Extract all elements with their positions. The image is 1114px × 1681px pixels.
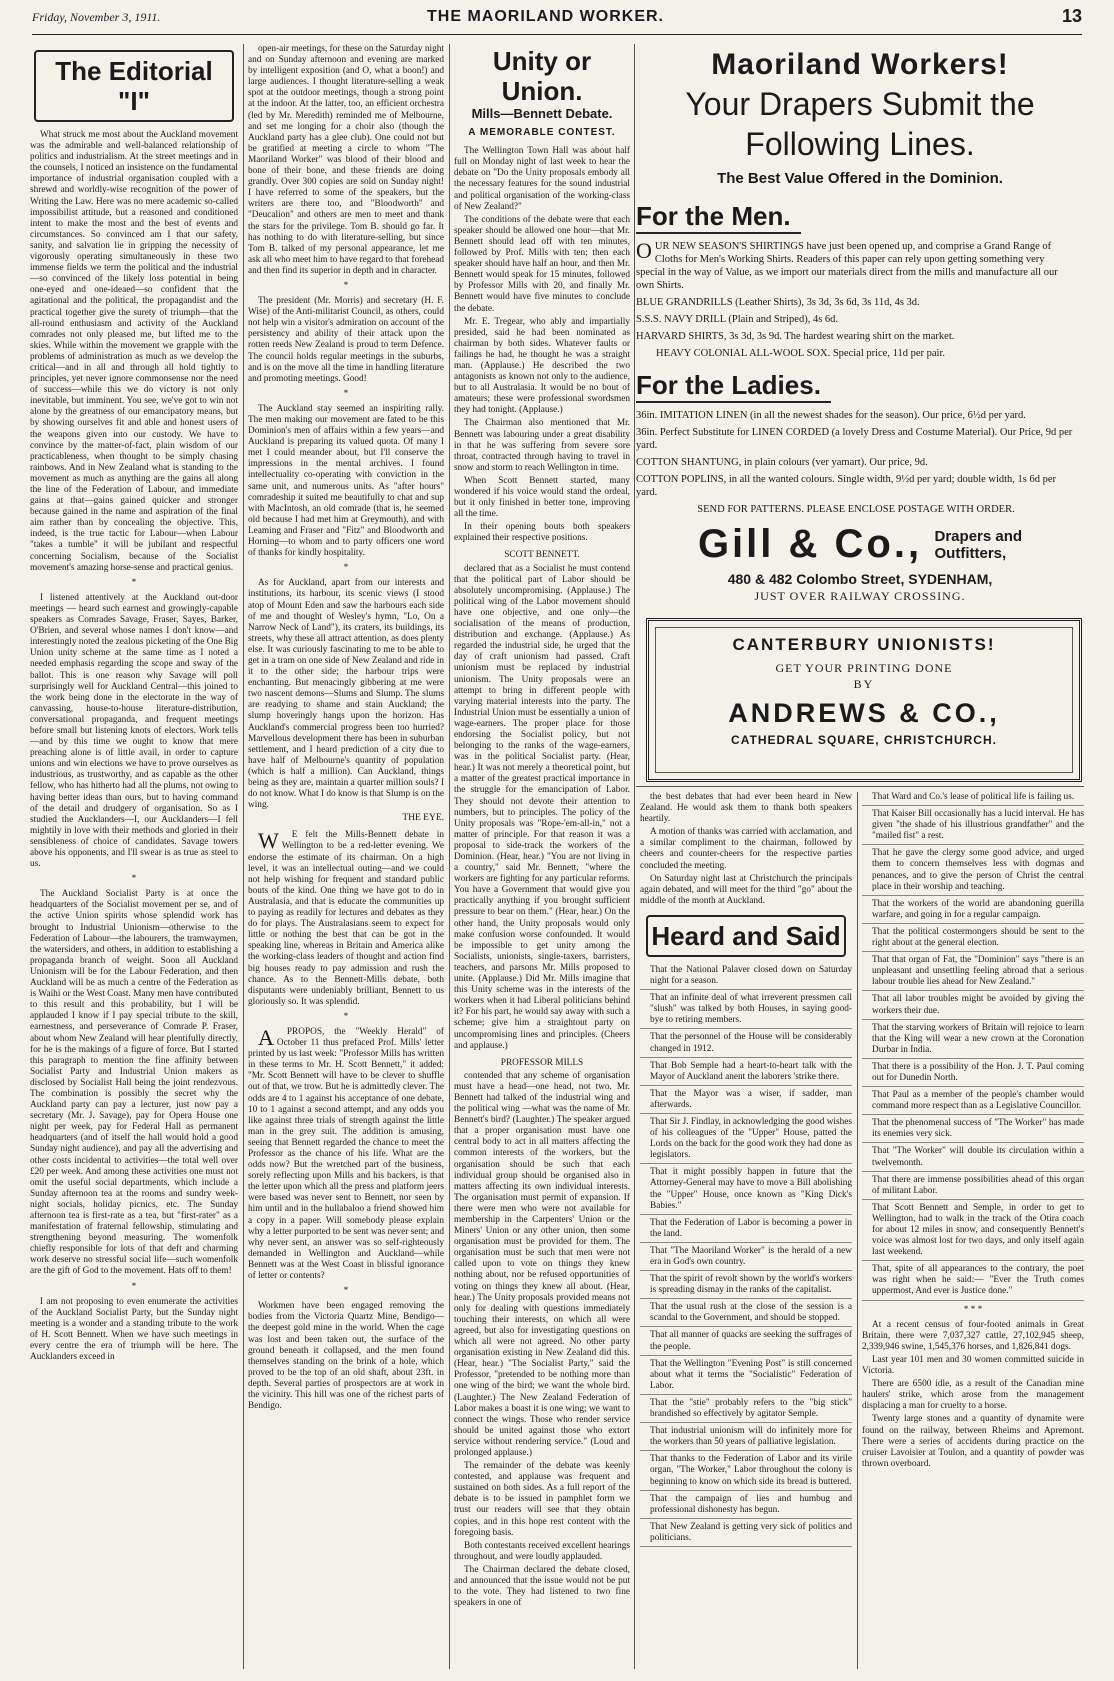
unity-column <box>454 44 630 1669</box>
editorial-paragraph: What struck me most about the Auckland movement was the admirable and well-balanced relationship of politics and industrialism. At the street meetings and in the counsels, I noticed an insistence on the fundamental importance of industrial organisation coupled with a shrewd and worldly-wise recognition of the power of Writing the Law. Here was no mere academic so-called impossibilist attitude, but a reasoned and conditioned intent to make the most and the best of events and circumstances. So convinced am I that our safety, sanity, and salvation lie in gripping the necessity of vigorously operating simultaneously in these two immense fields we term the political and the industrial—so convinced of the likely loss potential in being one-eyed and one-ideaed—so confident that the agitational and the political, the propagandist and the practical together give the surety of triumph—that the all-round enthusiasm and activity of the Auckland comrades not only pleased me, but lifted me to the skies. While within the movement we grapple with the problems of administration as much as we develop the critical—and in all and through all hold tightly to principles, yet never ignore commonsense nor the need of success—while this we do victory is not only inevitable, but imminent. You see, we've got to win not alone by the greatness of our emancipatory means, but by showing ourselves fit and able and honest users of the weapons given into our custody. We have to convince by the matter-of-fact, plain wisdom of our practicableness, when thought to be simply chasing rainbows. And in New Zealand what is standing to the movement as much as anything are the gains all along the line of the Federation of Labour, and immediate gains at that—gains gained quicker and stronger because gained in the name and aspiration of the final aim rather than by concealing the objective. This, indeed, is the true tactic for Labour—when Labour "takes a tumble" it will be jubilant and respectful concerning Socialism, because of the Socialist movement's amazing horse-sense and practical genius. <box>30 130 238 573</box>
ad-heading-line: Your Drapers Submit the <box>685 86 1035 122</box>
section-rule <box>636 786 1084 787</box>
unity-paragraph: Mr. E. Tregear, who ably and impartially presided, said he had been nominated as chairman by both sides. Whatever faults or failings he had, he thought he was a straight man. (Applause.) He described the two antagonists as known not only to the audience, but to all Australasia. It would be no bout of amateurs; these were professional swordsmen they had tonight. (Applause.) <box>454 316 630 416</box>
issue-date: Friday, November 3, 1911. <box>32 10 161 24</box>
dropcap: A <box>258 1024 274 1050</box>
debate-note: W E felt the Mills-Bennett debate in Wellington to be a red-letter evening. We endorse the estimate of its chairman. On a high level, it was an intellectual outing—and we could not help wishing for frequent and standard public bouts of the kind. One thing we have got to do in Australasia, and that is educate the communities up to paying as readily for lectures and debates as they do for plays. The Australasians seem to expect for little or nothing the best that can be got in the speaking line, whereas in Britain and America alike the working-class leaders of thought and action find big houses ready to pay admission and rush the chance. As to the Bennett-Mills debate, both disputants were undeniably brilliant, Bennett to us gloriously so. It was splendid. <box>248 828 444 1007</box>
dropcap: W <box>258 828 279 854</box>
ad-ladies-heading: For the Ladies. <box>636 370 831 403</box>
separator-star: * <box>131 874 137 885</box>
editorial-paragraph: The Auckland Socialist Party is at once the headquarters of the Socialist movement per se, and of the active Union spirits whose splendid work has brought to Industrial Unionism—otherwise to the Federation of Labour—the labourers, the tramwaymen, the watersiders, and others, in addition to establishing a propaganda branch of weight. Soon all Auckland Unionism will be for the Labour Federation, and then Auckland will be as much a centre of the Federation as is Waihi or the West Coast. Many men have contributed to this result and this probability, but I will be applauded I know if I pay special tribute to the skill, earnestness, and perseverance of Comrade P. Fraser, about whom New Zealand will hear plentifully directly, for he is the makings of a figure of force. But I started this paragraph to mention the fine affinity between Socialist Party and Industrial Union makers as disclosed by Socialist Hall being the joint rendezvous. The combination is possibly the secret why the Auckland party can pay a lecturer, just now pay a secretary (Mr. J. Savage), pay for Opera House one night per week, pay for Federal Hall as permanent headquarters (and of itself the hall would hold a good Sunday night audience), and pay all the advertising and other costs incidental to activities—the total well over £20 per week. And among these activities one must not omit the useful social departments, which include a Sunday afternoon tea at the rooms and sundry week-night socials, holiday picnics, etc. The Sunday afternoon tea is first-rate as a tea, but "first-rater" as a manifestation of fraternal fellowship, stimulating and strengthening beyond measuring. The womenfolk chiefly responsible for lots of that deft and charming work deserve no stressful social life—such womenfolk are the gift of God to the movement. Hats off to them! <box>30 889 238 1277</box>
eye-paragraph: The Auckland stay seemed an inspiriting rally. The men making our movement are fated to be this Dominion's men of affairs within a few years—and Auckland is preparing its valued quota. Of many I met I could meander about, but I'll conserve the impressions in the mental archives. I found intellectuality co-operating with conviction in the same unit, and numerous units. As "after hours" comradeship it suited me beautifully to chat and sup with MacIntosh, an old comrade (that is, he seemed old because I had met him at Greymouth), and with Leaming and Fraser and "Fitz" and Bloodworth and Horning—to whom and to party officers one word of thanks for kindly hospitality. <box>248 403 444 559</box>
ad-company-name: Gill & Co., <box>697 522 923 566</box>
ad-item: 36in. Perfect Substitute for LINEN CORDED (a lovely Dress and Costume Material). Our Price, 9d per yard. <box>636 427 1073 451</box>
heard-item: That Kaiser Bill occasionally has a lucid interval. He has given "the shade of his illustrious grandfather" and the "mailed fist" a rest. <box>862 809 1084 845</box>
heard-item: That Bob Semple had a heart-to-heart talk with the Mayor of Auckland anent the laborers 'strike there. <box>640 1061 852 1086</box>
ad2-line: BY <box>853 677 875 691</box>
separator-star: * <box>343 563 349 574</box>
heard-heading: Heard and Said <box>646 915 846 957</box>
column-rule <box>857 792 858 1669</box>
separator-star: * <box>131 577 137 588</box>
eye-column <box>248 44 444 1669</box>
heard-item: That thanks to the Federation of Labor and its virile organ, "The Worker," Labor throughout the colony is beginning to know on which side its bread is buttered. <box>640 1454 852 1490</box>
unity-cont: A motion of thanks was carried with acclamation, and a similar compliment to the chairman, followed by cheers and counter-cheers for the respective parties concluded the meeting. <box>640 827 852 871</box>
news-item: At a recent census of four-footed animals in Great Britain, there were 7,037,327 cattle, 27,102,945 sheep, 2,339,946 swine, 1,545,376 horses, and 1,826,841 dogs. <box>862 1319 1084 1352</box>
eye-paragraph: As for Auckland, apart from our interests and institutions, its harbour, its scenic views (I stood atop of Mount Eden and saw the harbours each side of me and thought of Wesley's hymn, "Lo, On a Narrow Neck of Land"), its craters, its buildings, its streets, why these all attract attention, as does plenty else. It was curiously fascinating to me to be able to get in a tram on one side of New Zealand and ride in it to the other side; the harbour trips were enchanting. But menacingly gibbering at me were two nascent demons—Slums and Slump. The slums are readying to shame and stain Auckland; the slump hoveringly hangs upon the horizon. Has Auckland's commercial progress been too hurried? Marvellous development there has been in suburban settlement, and I heard prediction of a city due to have half of Melbourne's quantity of population (which is half a million). Can Auckland, things being as they are, maintain a quarter million souls? I do not know. What I do know is that Slump is on the wing. <box>248 578 444 811</box>
unity-paragraph: When Scott Bennett started, many wondered if his voice would stand the ordeal, but it only finished in better tone, improving all the time. <box>454 475 630 520</box>
separator-star: * <box>131 1281 137 1292</box>
heard-item: That he gave the clergy some good advice, and urged them to concern themselves less with dogmas and penances, and to give the person of Christ the central place in their worship and teaching. <box>862 848 1084 895</box>
heard-item: That New Zealand is getting very sick of politics and politicians. <box>640 1522 852 1547</box>
news-item: There are 6500 idle, as a result of the Canadian mine haulers' strike, which arose from the management displacing a man for cruelty to a horse. <box>862 1379 1084 1412</box>
ad-item: S.S.S. NAVY DRILL (Plain and Striped), 4s 6d. <box>636 314 839 325</box>
separator-star: * * * <box>963 1304 983 1315</box>
heard-item: That the personnel of the House will be considerably changed in 1912. <box>640 1032 852 1057</box>
column-rule <box>449 44 450 1669</box>
heard-item: That the Mayor was a wiser, if sadder, man afterwards. <box>640 1089 852 1114</box>
ad2-company: ANDREWS & CO., <box>728 698 1000 728</box>
ad-crossing: JUST OVER RAILWAY CROSSING. <box>754 589 966 603</box>
header-rule <box>32 34 1082 35</box>
ad-item: 36in. IMITATION LINEN (in all the newest shades for the season). Our price, 6½d per yard. <box>636 410 1026 421</box>
speaker-heading: SCOTT BENNETT. <box>504 550 580 561</box>
heard-column-2 <box>862 792 1084 1669</box>
unity-paragraph: The remainder of the debate was keenly contested, and applause was frequent and sustained on both sides. As a full report of the debate is to be issued in pamphlet form we trust our readers will see that they obtain copies, and in this hope rest content with the foregoing basis. <box>454 1461 630 1538</box>
gill-advert <box>636 44 1084 614</box>
heard-item: That the starving workers of Britain will rejoice to learn that the King will wear a new crown at the Coronation Durbar in India. <box>862 1023 1084 1059</box>
heard-item: That, spite of all appearances to the contrary, the poet was right when he said:— "Ever the Truth comes uppermost, And ever is Justice done." <box>862 1264 1084 1300</box>
heard-item: That an infinite deal of what irreverent pressmen call "slush" was talked by both Houses, in saying good-bye to retiring members. <box>640 993 852 1029</box>
heard-item: That all labor troubles might be avoided by giving the workers their due. <box>862 994 1084 1019</box>
ad-address: 480 & 482 Colombo Street, SYDENHAM, <box>727 571 993 587</box>
ad-item: HARVARD SHIRTS, 3s 3d, 3s 9d. The hardest wearing shirt on the market. <box>636 331 955 342</box>
ad-tagline: The Best Value Offered in the Dominion. <box>717 170 1003 187</box>
heard-item: That "The Maoriland Worker" is the herald of a new era in God's own country. <box>640 1246 852 1271</box>
heard-item: That the National Palaver closed down on Saturday night for a season. <box>640 965 852 990</box>
separator-star: * <box>343 388 349 399</box>
ad-item: HEAVY COLONIAL ALL-WOOL SOX. Special price, 11d per pair. <box>656 348 945 359</box>
unity-paragraph: contended that any scheme of organisation must have a head—one head, not two. Mr. Bennett had talked of the industrial wing and the political wing —what was the name of Mr. Bennett's bird? (Laughter.) The speaker argued that a proper organisation must have one central body to act in all matters affecting the common interests of the workers, but the organisation should be such that each individual group should be organised also in matters affecting its own individual interests. The organisation must permit of expansion. If there were men who were not available for membership in the Carpenters' Union or the Miners' Union or any other union, then some organisation must be provided for them. The organisation must be such that men were not called upon to vote on things they knew nothing about, nor be refused opportunities of voting on things they knew all about. (Hear, hear.) The Unity proposals provided means not only for dealing with questions immediately touching their interests, on which all were agreed, but also for investigating questions on which all were not agreed. No other party organisation existing in New Zealand did this. (Hear, hear.) "The Socialist Party," said the Professor, "pretended to be nothing more than one wing of the bird; we want the whole bird. (Laughter.) The New Zealand Federation of Labor makes a boast it is one wing; we want to connect the wings. Those who render service should be united against those who extort service without rendering service." (Loud and prolonged applause.) <box>454 1070 630 1458</box>
heard-item: That the political costermongers should be sent to the right about at the general election. <box>862 927 1084 952</box>
news-item: Last year 101 men and 30 women committed suicide in Victoria. <box>862 1354 1084 1377</box>
ad-item: COTTON POPLINS, in all the wanted colours. Single width, 9½d per yard; double width, 1s 6d per yard. <box>636 474 1057 498</box>
unity-subtitle: Mills—Bennett Debate. <box>471 106 613 121</box>
heard-item: That that organ of Fat, the "Dominion" says "there is an unpleasant and unsettling feeling abroad that a serious labour trouble lies ahead for New Zealand." <box>862 955 1084 991</box>
mine-note: Workmen have been engaged removing the bodies from the Victoria Quartz Mine, Bendigo—the deepest gold mine in the world. When the cage was lost and been taken out, the surface of the ground beneath it collapsed, and the men found themselves standing on the brink of a hole, which proved to be the top of an old shaft, about 23ft. in depth. Several parties of prospectors are at work in the vicinity. This hill was one of the richest parts of Bendigo. <box>248 1301 444 1412</box>
masthead-title: THE MAORILAND WORKER. <box>427 8 664 25</box>
heard-item: That Sir J. Findlay, in acknowledging the good wishes of his colleagues of the "Upper" House, patted the Lords on the back for the good work they had done as legislators. <box>640 1117 852 1164</box>
ad-maoriland-heading: Maoriland Workers! <box>711 48 1009 81</box>
ad-item: OUR NEW SEASON'S SHIRTINGS have just been opened up, and comprise a Grand Range of Cloths for Men's Working Shirts. Readers of this paper can rely upon getting something very special in the way of Value, as we import our materials direct from the mills and manufacture all our own Shirts. <box>636 238 1058 291</box>
unity-paragraph: The conditions of the debate were that each speaker should be allowed one hour—that Mr. Bennett should lead off with ten minutes, followed by Prof. Mills with ten; then each speaker should have half an hour, and then Mr. Bennett would speak for 15 minutes, followed by Professor Mills with 20, and finally Mr. Bennett would have five minutes to conclude the debate. <box>454 214 630 314</box>
speaker-heading: PROFESSOR MILLS <box>500 1057 584 1068</box>
eye-paragraph: The president (Mr. Morris) and secretary (H. F. Wise) of the Anti-militarist Council, as others, could not help win a visitor's admiration on account of the persistency and ability of their attack upon the rotten reeds New Zealand is proud to term Defence. The council holds regular meetings in the suburbs, and is on the move all the time in handling literature and promoting meetings. Good! <box>248 296 444 384</box>
heard-column <box>640 792 852 1669</box>
unity-paragraph: Both contestants received excellent hearings throughout, and were loudly applauded. <box>454 1540 630 1562</box>
heard-item: That the phenomenal success of "The Worker" has made its enemies very sick. <box>862 1118 1084 1143</box>
heard-item: That the workers of the world are abandoning guerilla warfare, and going in for a regular campaign. <box>862 899 1084 924</box>
heard-item: That "The Worker" will double its circulation within a twelvemonth. <box>862 1146 1084 1171</box>
column-rule <box>243 44 244 1669</box>
ad-item: COTTON SHANTUNG, in plain colours (ver yamart). Our price, 9d. <box>636 457 928 468</box>
editorial-column <box>30 44 238 1669</box>
ad2-heading: CANTERBURY UNIONISTS! <box>732 635 996 654</box>
page-number: 13 <box>1061 6 1082 26</box>
ad-inner-border <box>655 627 1073 773</box>
unity-kicker: A MEMORABLE CONTEST. <box>468 127 616 139</box>
ad-patterns: SEND FOR PATTERNS. PLEASE ENCLOSE POSTAGE WITH ORDER. <box>697 504 1015 515</box>
column-rule <box>634 44 635 1669</box>
eye-paragraph: open-air meetings, for these on the Saturday night and on Sunday afternoon and evening are marked by intelligent exposition (and O, what a boon!) and large audiences. I thought literature-selling a weak spot at the outdoor meetings, though a strong point at the indoor. At the latter, too, an efficient orchestra (led by Mr. Meredith) reminded me of Melbourne, and set me longing for a choir also (though the Auckland party has a glee club). One could not but be gratified at meeting a circle to whom "The Maoriland Worker" was blood of their blood and bone of their bone, and these friends are doing grandly. Over 300 copies are sold on Sunday night! I have referred to some of the speakers, but the writers are there too, and "Bloodworth" and "Deucalion" and others are men to meet and thank the stars for the privilege. Tom B. should go far. It has nothing to do with literature-selling, but since Tom B. talked of my personal appearance, let me ask all who meet him to have regard to that forehead and then find its superior in depth and in character. <box>248 44 444 276</box>
editorial-heading: The Editorial "I" <box>34 50 234 122</box>
heard-item: That the "stie" probably refers to the "big stick" brandished so effectively by agitator Semple. <box>640 1398 852 1423</box>
heard-item: That Ward and Co.'s lease of political life is failing us. <box>862 792 1084 806</box>
ad-company-side: Drapers and Outfitters, <box>934 527 1023 562</box>
ad2-address: CATHEDRAL SQUARE, CHRISTCHURCH. <box>731 733 997 747</box>
heard-item: That the Federation of Labor is becoming a power in the land. <box>640 1218 852 1243</box>
heard-item: That Paul as a member of the people's chamber would command more respect than as a Legislative Councillor. <box>862 1090 1084 1115</box>
ad-item: BLUE GRANDRILLS (Leather Shirts), 3s 3d, 3s 6d, 3s 11d, 4s 3d. <box>636 297 920 308</box>
editorial-paragraph: I listened attentively at the Auckland out-door meetings — heard such earnest and growingly-capable speakers as Comrades Savage, Fraser, Sayes, Barker, O'Brien, and several whose names I don't know—and interestingly noted the zealous picketing of the One Big Union unity scheme at the same time as I noted a needed emphasis regarding the scope and sway of the ballot. This is one reason why Savage will poll surprisingly well for Auckland Central—this joined to the work being done in the electorate in the way of canvassing, house-to-house literature-distribution, conversational propaganda, and frequent meetings before small but listening knots of electors. Work tells—and by this time we ought to know that mere preaching alone is of little avail, in order to capture unions and win elections we have to prove ourselves as industrious, as trustworthy, and as capable as the other fellow, who has hitherto had all the plums, not owing to having better ideas than ours, but to having command of the detail and drudgery of organisation. So as I studied the Aucklanders—I, our Aucklanders—I fell mightily in love with their methods and gloried in their sensibleness of choice of candidates. Savage towers above his opponents, and I'll swear is as true as steel to us. <box>30 592 238 870</box>
unity-cont: On Saturday night last at Christchurch the principals again debated, and will meet for the third "go" about the middle of the month at Auckland. <box>640 873 852 906</box>
propos-note: A PROPOS, the "Weekly Herald" of October 11 thus prefaced Prof. Mills' letter printed by us last week: "Professor Mills has written in these terms to Mr. H. Scott Bennett," it added: "Mr. Scott Bennett will have to be clever to shuffle out of that, we trow. But he is admittedly clever. The odds are 4 to 1 against his acceptance of one debate, 10 to 1 against a second attempt, and any odds you like against three trials of strength against the little man in the grey suit. The addition is amusing, seeing that Bennett regarded the chance to meet the Professor as the chance of his life. What are the odds now? But the wretched part of the business, sorely reflecting upon Mills and his backers, is that the letter upon which all the press and platform jeers were based was never sent to Bennett, nor seen by him until and in the hullabaloo a friend showed him a copy in a paper. Will somebody please explain why a letter purported to be sent was never sent; and why never sent, an answer was so self-righteously demanded in Wellington and Auckland—while Bennett was at the West Coast in blissful ignorance of letter or contents? <box>248 1024 444 1282</box>
heard-item: That there is a possibility of the Hon. J. T. Paul coming out for Dunedin North. <box>862 1062 1084 1087</box>
editorial-paragraph: I am not proposing to even enumerate the activities of the Auckland Socialist Party, but the Sunday night meeting is a wonder and a standing tribute to the work of H. Scott Bennett. When we have such meetings in every centre the era of triumph will be here. The Aucklanders exceed in <box>30 1296 238 1363</box>
heard-item: That the spirit of revolt shown by the world's workers is spreading dismay in the ranks of the capitalist. <box>640 1274 852 1299</box>
ad2-line: GET YOUR PRINTING DONE <box>775 661 953 675</box>
heard-item: That there are immense possibilities ahead of this organ of militant Labor. <box>862 1175 1084 1200</box>
news-item: Twenty large stones and a quantity of dynamite were found on the railway, between Rheims and Apremont. There were a series of accidents during practice on the cruiser Lavoisier at Toulon, and a quantity of powder was thrown overboard. <box>862 1414 1084 1469</box>
unity-cont: the best debates that had ever been heard in New Zealand. He would ask them to thank both speakers heartily. <box>640 792 852 825</box>
unity-paragraph: In their opening bouts both speakers explained their respective positions. <box>454 522 630 544</box>
ad-heading-line: Following Lines. <box>745 126 975 162</box>
separator-star: * <box>343 1286 349 1297</box>
unity-paragraph: The Chairman also mentioned that Mr. Bennett was labouring under a great disability in that he was suffering from severe sore throat, contracted through having to travel in snow and storm to reach Wellington in time. <box>454 418 630 473</box>
andrews-advert <box>646 618 1082 782</box>
unity-paragraph: The Wellington Town Hall was about half full on Monday night of last week to hear the debate on "Do the Unity proposals embody all the necessary features for the sound industrial and political organisation of the working-class of New Zealand?" <box>454 146 630 212</box>
heard-item: That the campaign of lies and humbug and professional dishonesty has begun. <box>640 1494 852 1519</box>
heard-item: That the usual rush at the close of the session is a scandal to the Government, and should be stopped. <box>640 1302 852 1327</box>
unity-paragraph: The Chairman declared the debate closed, and announced that the issue would not be put to the vote. They had listened to two fine speakers in one of <box>454 1564 630 1609</box>
heard-item: That industrial unionism will do infinitely more for the workers than 50 years of palliative legislation. <box>640 1426 852 1451</box>
eye-signature: THE EYE. <box>402 813 444 824</box>
heard-item: That all manner of quacks are seeking the suffrages of the people. <box>640 1330 852 1355</box>
page-header <box>32 6 1082 36</box>
heard-item: That Scott Bennett and Semple, in order to get to Wellington, had to walk in the track of the Otira coach for about 12 miles in snow, and consequently Bennett's voice was almost lost for two days, and only itself again last weekend. <box>862 1203 1084 1261</box>
heard-item: That it might possibly happen in future that the Attorney-General may have to move a Bill abolishing the "Upper" House, once known as "King Dick's Babies." <box>640 1167 852 1214</box>
ad-men-heading: For the Men. <box>636 201 801 234</box>
separator-star: * <box>343 1011 349 1022</box>
unity-paragraph: declared that as a Socialist he must contend that the political part of Labor should be absolutely uncompromising. (Applause.) The political wing of the Labor movement should have one objective, and one only—the socialisation of the means of production, distribution and exchange. (Applause.) As regarded the industrial side, he urged that the day of craft unionism had passed. Craft unionism must be replaced by industrial unionism. The Unity proposals were an attempt to bring in different people with varying material interests into the party. The Industrial Union must be essentially a union of wage-earners. The proper place for those endorsing the Socialist policy, but not belonging to the ranks of the wage-earners, was in the political Socialist party. (Hear, hear.) It was not merely a theoretical point, but a matter of the greatest practical importance in the struggle for the emancipation of Labor. They should not devote their attention to numbers, but to principles. The policy of the Unity proposals was "Rope-'em-all-in," not a matter of principle. For that reason it was a proposal to side-track the workers of the Dominion. (Hear, hear.) "You are not living in a country," said Mr. Bennett, "where the workers are fighting for any particular reforms. You have a Government that would give you practically anything if you brought sufficient pressure to bear on them." (Hear, hear.) On the other hand, the Unity proposals would only make confusion worse confounded. It would be impossible to get unity among the Socialists, unionists, single-taxers, barristers, teachers, and parsons Mr. Mills proposed to unite. (Applause.) Did Mr. Mills imagine that this Unity scheme was in the interests of the workers when it had Liberal politicians behind it? For his part, he would say away with such a scheme; give him a straightout party on uncompromising lines and principles. (Cheers and applause.) <box>454 563 630 1051</box>
unity-title: Unity or Union. <box>492 46 592 106</box>
separator-star: * <box>343 280 349 291</box>
ad-company <box>636 522 1084 567</box>
heard-item: That the Wellington "Evening Post" is still concerned about what it terms the "Socialistic" Federation of Labor. <box>640 1359 852 1395</box>
